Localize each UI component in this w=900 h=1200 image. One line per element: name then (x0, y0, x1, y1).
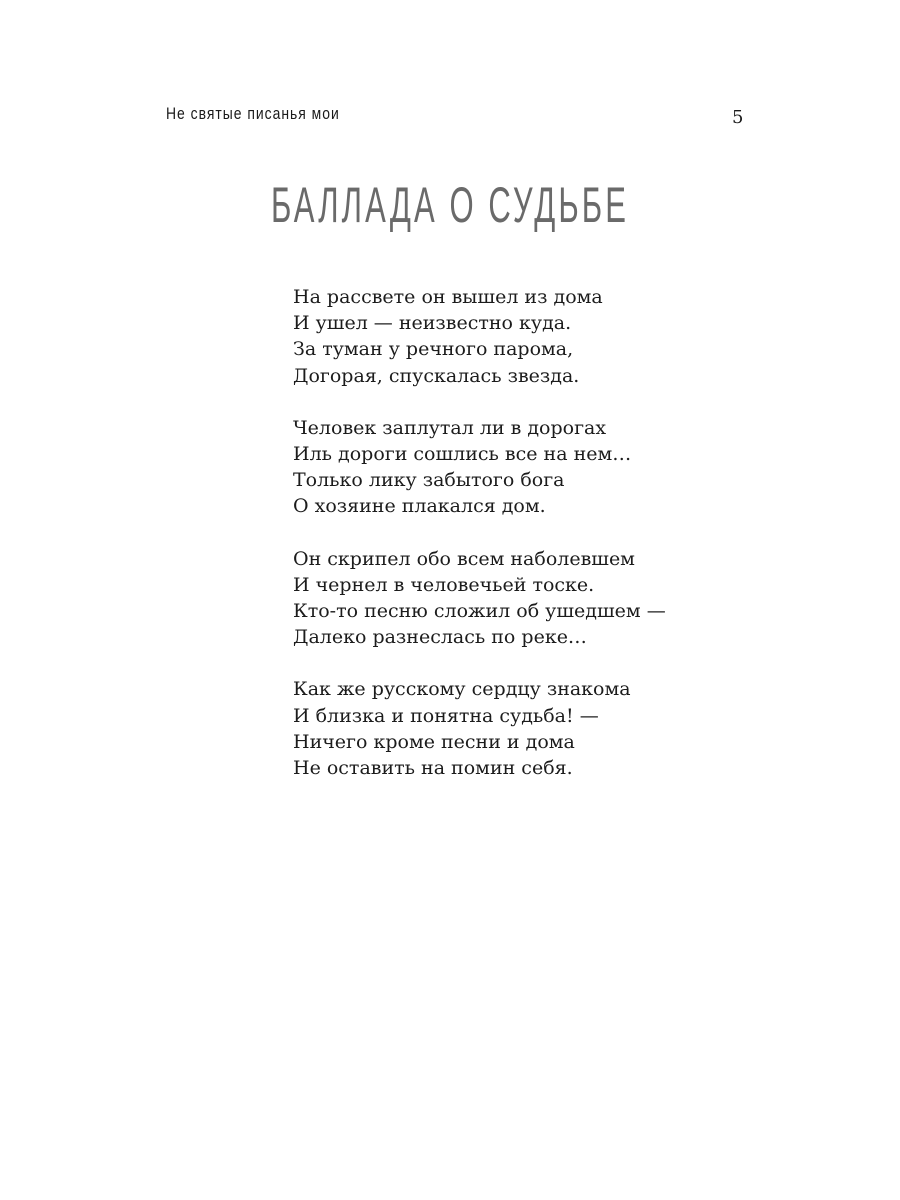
poem-line: Только лику забытого бога (293, 469, 565, 492)
poem-body (293, 284, 666, 807)
poem-line: И близка и понятна судьба! — (293, 704, 599, 727)
poem-line: На рассвете он вышел из дома (293, 286, 603, 308)
poem-line: Не оставить на помин себя. (293, 757, 573, 780)
page-number: 5 (732, 107, 744, 128)
poem-line: Догорая, спускалась звезда. (293, 364, 580, 387)
poem-line: Далеко разнеслась по реке… (293, 626, 587, 649)
stanza (293, 284, 666, 389)
running-head: Не святые писанья мои (166, 104, 340, 123)
poem-line: Кто-то песню сложил об ушедшем — (293, 600, 666, 623)
poem-line: И ушел — неизвестно куда. (293, 312, 572, 335)
stanza (293, 676, 666, 781)
poem-title: БАЛЛАДА О СУДЬБЕ (270, 177, 630, 233)
poem-line: Как же русскому сердцу знакома (293, 678, 631, 701)
poem-line: За туман у речного парома, (293, 338, 574, 361)
poem-line: Он скрипел обо всем наболевшем (293, 547, 635, 570)
poem-line: И чернел в человечьей тоске. (293, 573, 595, 596)
stanza (293, 415, 666, 520)
poem-line: Ничего кроме песни и дома (293, 730, 575, 753)
poem-line: Иль дороги сошлись все на нем… (293, 443, 632, 466)
poem-line: О хозяине плакался дом. (293, 495, 546, 518)
stanza (293, 546, 666, 651)
poem-line: Человек заплутал ли в дорогах (293, 416, 607, 439)
